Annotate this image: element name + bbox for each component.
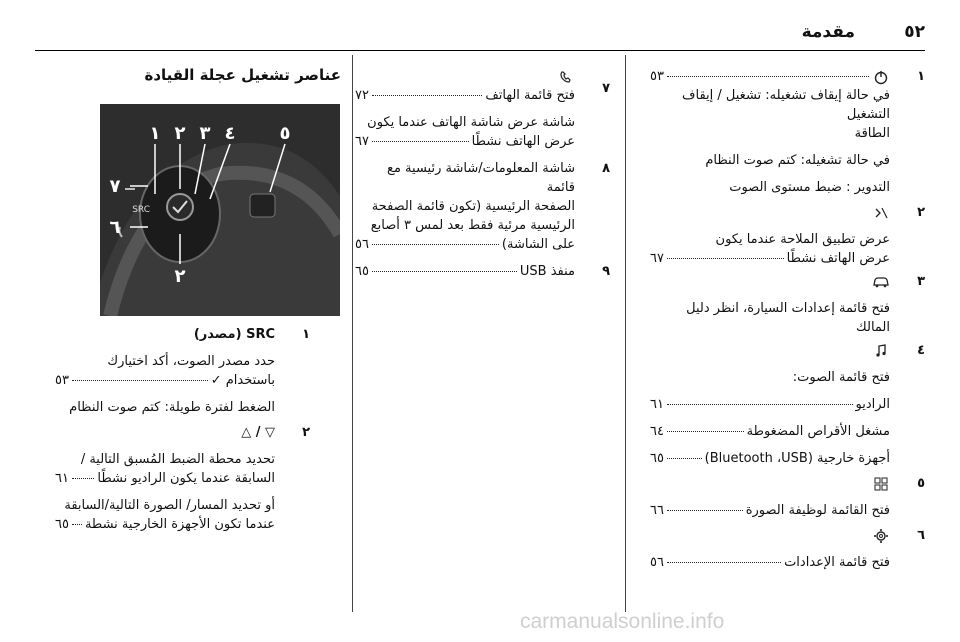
photo-label-5: ٥ <box>279 123 291 144</box>
music-note-icon <box>872 343 890 358</box>
section-title: عناصر تشغيل عجلة القيادة <box>144 66 341 84</box>
steering-wheel-photo <box>100 104 340 316</box>
item-3: ٣ فتح قائمة إعدادات السيارة، انظر دليل المالك <box>686 274 925 335</box>
item-5: ٥ فتح القائمة لوظيفة الصورة ٦٦ <box>650 476 925 518</box>
page-number: ٥٢ <box>904 22 925 42</box>
watermark: carmanualsonline.info <box>520 610 725 633</box>
power-icon <box>872 67 890 86</box>
photo-label-3: ٣ <box>199 123 211 144</box>
photo-label-6: ٦ <box>109 217 121 238</box>
page-title: مقدمة <box>801 22 855 42</box>
column-left <box>55 325 310 534</box>
item-1: ١ ٥٣ في حالة إيقاف تشغيله: تشغيل / إيقاف التشغيل الطاقة في حالة تشغيله: كتم صوت النظام التدوير : ضبط مستوى الصوت <box>650 69 925 195</box>
item-9: ٩ منفذ USB ٦٥ <box>355 264 610 279</box>
item-src: ١ SRC (مصدر) حدد مصدر الصوت، أكد اختيارك باستخدام ✓ ٥٣ الضغط لفترة طويلة: كتم صوت النظام <box>55 327 310 415</box>
column-divider-right <box>625 55 626 612</box>
item-arrows: ٢ ▽ / △ تحديد محطة الضبط المُسبق التالية / السابقة عندما يكون الراديو نشطًا ٦١ أو تحديد المسار/ الصورة التالية/السابقة عندما تكون الأجهزة الخارجية نشطة ٦٥ <box>55 425 310 532</box>
item-4: ٤ فتح قائمة الصوت: الراديو ٦١ مشغل الأقراص المضغوطة ٦٤ أجهزة خارجية (Bluetooth ،USB) ٦٥ <box>650 343 925 466</box>
photo-label-7: ٧ <box>109 176 121 197</box>
photo-label-2: ٢ <box>174 123 186 144</box>
item-6: ٦ فتح قائمة الإعدادات ٥٦ <box>650 528 925 570</box>
page-header <box>35 18 925 51</box>
photo-label-4: ٤ <box>224 123 236 144</box>
photo-label-1: ١ <box>149 123 161 144</box>
column-right <box>650 55 925 572</box>
grid-icon <box>872 476 890 491</box>
phone-handset-icon <box>355 67 575 86</box>
item-2: ٢ عرض تطبيق الملاحة عندما يكون عرض الهاتف نشطًا ٦٧ <box>650 205 925 266</box>
column-divider-left <box>352 55 353 612</box>
column-middle <box>355 55 610 281</box>
car-icon <box>872 274 890 289</box>
phone-mute-icon <box>872 205 890 220</box>
item-7: ٧ فتح قائمة الهاتف ٧٢ شاشة عرض شاشة الهاتف عندما يكون عرض الهاتف نشطًا ٦٧ <box>355 67 610 151</box>
src-text: SRC <box>132 205 150 215</box>
item-8: ٨ شاشة المعلومات/شاشة رئيسية مع قائمة الصفحة الرئيسية (تكون قائمة الصفحة الرئيسية مرئية فقط بعد لمس ٣ أصابع على الشاشة) ٥٦ <box>355 161 610 252</box>
photo-label-2b: ٢ <box>174 266 186 287</box>
gear-icon <box>872 528 890 543</box>
